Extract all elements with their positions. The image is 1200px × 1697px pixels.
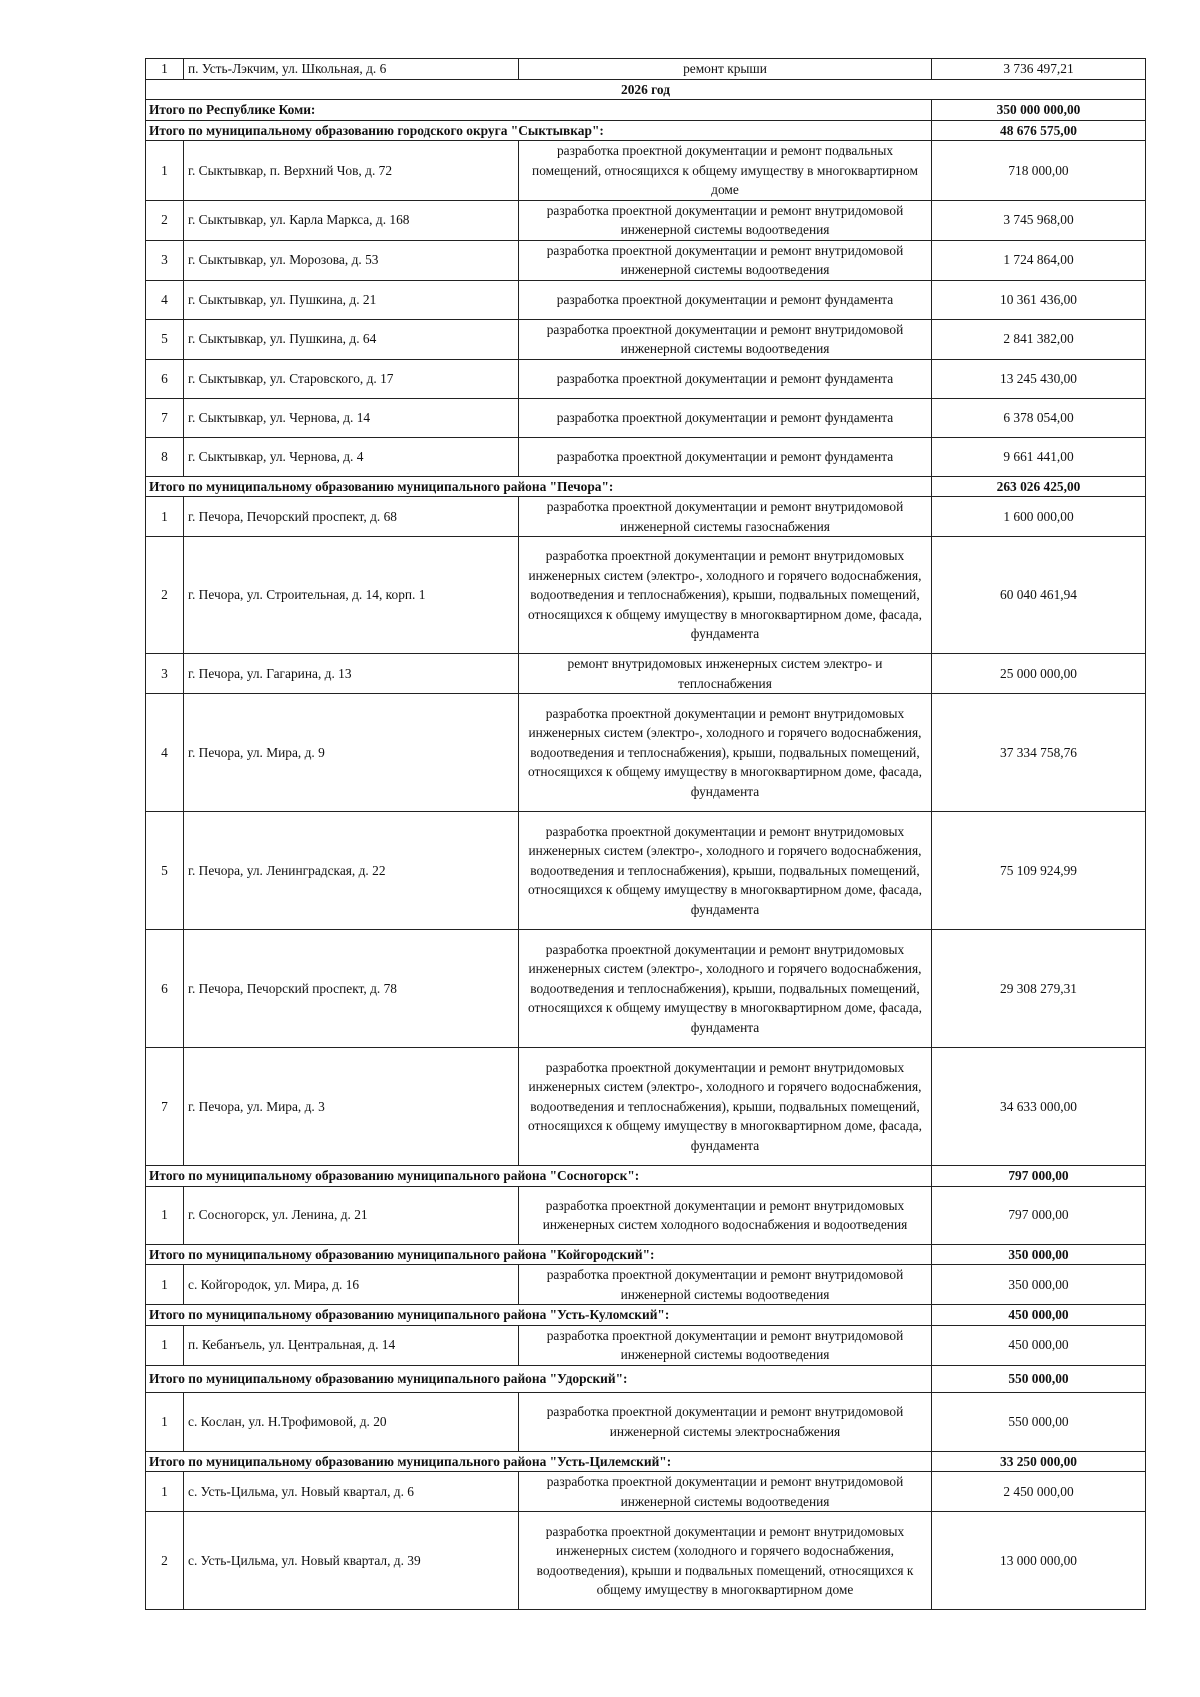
row-work: разработка проектной документации и ремонт внутридомовых инженерных систем (электро-, холодного и горячего водоснабжения, водоотведения и теплоснабжения), крыши, подвальных помещений, относящихся к общему имуществу в многоквартирном доме, фасада, фундамента	[519, 812, 932, 930]
table-row	[146, 1048, 1146, 1166]
group-total-amount: 550 000,00	[932, 1365, 1146, 1392]
table-row	[146, 1512, 1146, 1610]
row-amount: 1 600 000,00	[932, 497, 1146, 537]
table-row	[146, 280, 1146, 319]
row-number: 1	[146, 1265, 184, 1305]
row-address: г. Сыктывкар, ул. Пушкина, д. 64	[184, 319, 519, 359]
year-label: 2026 год	[146, 79, 1146, 100]
group-total-label: Итого по муниципальному образованию муниципального района "Сосногорск":	[146, 1166, 932, 1187]
row-work: разработка проектной документации и ремонт внутридомовых инженерных систем (холодного и горячего водоснабжения, водоотведения), крыши и подвальных помещений, относящихся к общему имуществу в многоквартирном доме	[519, 1512, 932, 1610]
row-amount: 3 745 968,00	[932, 200, 1146, 240]
row-number: 3	[146, 240, 184, 280]
row-number: 7	[146, 1048, 184, 1166]
row-number: 1	[146, 1325, 184, 1365]
row-work: разработка проектной документации и ремонт внутридомовых инженерных систем (электро-, холодного и горячего водоснабжения, водоотведения и теплоснабжения), крыши, подвальных помещений, относящихся к общему имуществу в многоквартирном доме, фасада, фундамента	[519, 930, 932, 1048]
group-total-label: Итого по муниципальному образованию муниципального района "Удорский":	[146, 1365, 932, 1392]
row-number: 1	[146, 1186, 184, 1244]
row-work: разработка проектной документации и ремонт внутридомовых инженерных систем холодного водоснабжения и водоотведения	[519, 1186, 932, 1244]
row-address: г. Сосногорск, ул. Ленина, д. 21	[184, 1186, 519, 1244]
group-total-amount: 263 026 425,00	[932, 476, 1146, 497]
group-total-amount: 48 676 575,00	[932, 120, 1146, 141]
row-address: с. Койгородок, ул. Мира, д. 16	[184, 1265, 519, 1305]
row-number: 1	[146, 59, 184, 80]
row-amount: 1 724 864,00	[932, 240, 1146, 280]
row-amount: 718 000,00	[932, 141, 1146, 201]
row-amount: 29 308 279,31	[932, 930, 1146, 1048]
row-work: разработка проектной документации и ремонт внутридомовых инженерных систем (электро-, холодного и горячего водоснабжения, водоотведения и теплоснабжения), крыши, подвальных помещений, относящихся к общему имуществу в многоквартирном доме, фасада, фундамента	[519, 694, 932, 812]
table-row	[146, 1265, 1146, 1305]
row-work: разработка проектной документации и ремонт внутридомовых инженерных систем (электро-, холодного и горячего водоснабжения, водоотведения и теплоснабжения), крыши, подвальных помещений, относящихся к общему имуществу в многоквартирном доме, фасада, фундамента	[519, 1048, 932, 1166]
group-total-label: Итого по муниципальному образованию муниципального района "Печора":	[146, 476, 932, 497]
group-total-row	[146, 1244, 1146, 1265]
group-total-amount: 33 250 000,00	[932, 1451, 1146, 1472]
row-work: разработка проектной документации и ремонт внутридомовой инженерной системы водоотведения	[519, 1265, 932, 1305]
row-address: г. Печора, Печорский проспект, д. 68	[184, 497, 519, 537]
row-amount: 2 841 382,00	[932, 319, 1146, 359]
group-total-row	[146, 1166, 1146, 1187]
group-total-amount: 797 000,00	[932, 1166, 1146, 1187]
row-amount: 25 000 000,00	[932, 654, 1146, 694]
row-number: 4	[146, 280, 184, 319]
repair-program-table	[145, 58, 1146, 1610]
year-header-row	[146, 79, 1146, 100]
row-number: 8	[146, 437, 184, 476]
group-total-row	[146, 120, 1146, 141]
table-row	[146, 537, 1146, 654]
row-work: разработка проектной документации и ремонт внутридомовой инженерной системы электроснабжения	[519, 1392, 932, 1451]
row-address: г. Сыктывкар, ул. Чернова, д. 14	[184, 398, 519, 437]
row-number: 5	[146, 812, 184, 930]
row-address: г. Печора, Печорский проспект, д. 78	[184, 930, 519, 1048]
capital-repair-table-page	[145, 58, 1145, 1610]
group-total-label: Итого по муниципальному образованию муниципального района "Усть-Куломский":	[146, 1305, 932, 1326]
row-address: г. Печора, ул. Мира, д. 3	[184, 1048, 519, 1166]
table-row	[146, 1186, 1146, 1244]
row-work: разработка проектной документации и ремонт внутридомовых инженерных систем (электро-, холодного и горячего водоснабжения, водоотведения и теплоснабжения), крыши, подвальных помещений, относящихся к общему имуществу в многоквартирном доме, фасада, фундамента	[519, 537, 932, 654]
group-total-label: Итого по муниципальному образованию муниципального района "Койгородский":	[146, 1244, 932, 1265]
row-number: 1	[146, 1472, 184, 1512]
row-address: г. Сыктывкар, ул. Чернова, д. 4	[184, 437, 519, 476]
table-row	[146, 200, 1146, 240]
table-row	[146, 59, 1146, 80]
republic-total-label: Итого по Республике Коми:	[146, 100, 932, 121]
row-amount: 550 000,00	[932, 1392, 1146, 1451]
row-number: 2	[146, 200, 184, 240]
row-work: разработка проектной документации и ремонт фундамента	[519, 359, 932, 398]
row-amount: 37 334 758,76	[932, 694, 1146, 812]
row-work: разработка проектной документации и ремонт подвальных помещений, относящихся к общему имуществу в многоквартирном доме	[519, 141, 932, 201]
row-amount: 60 040 461,94	[932, 537, 1146, 654]
table-row	[146, 1392, 1146, 1451]
row-amount: 2 450 000,00	[932, 1472, 1146, 1512]
row-address: г. Сыктывкар, ул. Карла Маркса, д. 168	[184, 200, 519, 240]
table-row	[146, 654, 1146, 694]
group-total-amount: 350 000,00	[932, 1244, 1146, 1265]
table-row	[146, 497, 1146, 537]
row-number: 3	[146, 654, 184, 694]
row-address: г. Сыктывкар, п. Верхний Чов, д. 72	[184, 141, 519, 201]
row-address: г. Печора, ул. Строительная, д. 14, корп. 1	[184, 537, 519, 654]
row-amount: 13 245 430,00	[932, 359, 1146, 398]
row-number: 2	[146, 537, 184, 654]
table-row	[146, 319, 1146, 359]
table-row	[146, 398, 1146, 437]
row-number: 1	[146, 497, 184, 537]
row-work: разработка проектной документации и ремонт внутридомовой инженерной системы газоснабжения	[519, 497, 932, 537]
row-work: разработка проектной документации и ремонт внутридомовой инженерной системы водоотведения	[519, 1325, 932, 1365]
row-address: г. Печора, ул. Ленинградская, д. 22	[184, 812, 519, 930]
table-row	[146, 240, 1146, 280]
table-row	[146, 694, 1146, 812]
table-row	[146, 1472, 1146, 1512]
republic-total-amount: 350 000 000,00	[932, 100, 1146, 121]
group-total-label: Итого по муниципальному образованию муниципального района "Усть-Цилемский":	[146, 1451, 932, 1472]
row-number: 4	[146, 694, 184, 812]
table-row	[146, 141, 1146, 201]
row-address: с. Кослан, ул. Н.Трофимовой, д. 20	[184, 1392, 519, 1451]
row-address: г. Сыктывкар, ул. Морозова, д. 53	[184, 240, 519, 280]
group-total-row	[146, 1365, 1146, 1392]
row-address: п. Кебанъель, ул. Центральная, д. 14	[184, 1325, 519, 1365]
row-work: разработка проектной документации и ремонт фундамента	[519, 280, 932, 319]
group-total-amount: 450 000,00	[932, 1305, 1146, 1326]
group-total-label: Итого по муниципальному образованию городского округа "Сыктывкар":	[146, 120, 932, 141]
table-row	[146, 930, 1146, 1048]
row-number: 6	[146, 930, 184, 1048]
row-work: разработка проектной документации и ремонт фундамента	[519, 437, 932, 476]
table-row	[146, 1325, 1146, 1365]
group-total-row	[146, 1451, 1146, 1472]
row-amount: 797 000,00	[932, 1186, 1146, 1244]
row-number: 1	[146, 1392, 184, 1451]
table-row	[146, 359, 1146, 398]
row-work: разработка проектной документации и ремонт внутридомовой инженерной системы водоотведения	[519, 1472, 932, 1512]
row-amount: 34 633 000,00	[932, 1048, 1146, 1166]
row-number: 6	[146, 359, 184, 398]
row-amount: 13 000 000,00	[932, 1512, 1146, 1610]
row-work: ремонт крыши	[519, 59, 932, 80]
row-address: г. Сыктывкар, ул. Старовского, д. 17	[184, 359, 519, 398]
group-total-row	[146, 476, 1146, 497]
row-amount: 9 661 441,00	[932, 437, 1146, 476]
row-amount: 75 109 924,99	[932, 812, 1146, 930]
table-row	[146, 812, 1146, 930]
row-address: с. Усть-Цильма, ул. Новый квартал, д. 39	[184, 1512, 519, 1610]
row-address: г. Печора, ул. Гагарина, д. 13	[184, 654, 519, 694]
row-work: разработка проектной документации и ремонт внутридомовой инженерной системы водоотведения	[519, 319, 932, 359]
row-number: 2	[146, 1512, 184, 1610]
row-address: г. Сыктывкар, ул. Пушкина, д. 21	[184, 280, 519, 319]
table-row	[146, 437, 1146, 476]
row-address: г. Печора, ул. Мира, д. 9	[184, 694, 519, 812]
row-number: 7	[146, 398, 184, 437]
row-work: ремонт внутридомовых инженерных систем электро- и теплоснабжения	[519, 654, 932, 694]
row-number: 1	[146, 141, 184, 201]
row-address: п. Усть-Лэкчим, ул. Школьная, д. 6	[184, 59, 519, 80]
row-amount: 10 361 436,00	[932, 280, 1146, 319]
republic-total-row	[146, 100, 1146, 121]
row-work: разработка проектной документации и ремонт фундамента	[519, 398, 932, 437]
row-number: 5	[146, 319, 184, 359]
row-amount: 350 000,00	[932, 1265, 1146, 1305]
row-work: разработка проектной документации и ремонт внутридомовой инженерной системы водоотведения	[519, 200, 932, 240]
row-work: разработка проектной документации и ремонт внутридомовой инженерной системы водоотведения	[519, 240, 932, 280]
row-address: с. Усть-Цильма, ул. Новый квартал, д. 6	[184, 1472, 519, 1512]
row-amount: 3 736 497,21	[932, 59, 1146, 80]
row-amount: 6 378 054,00	[932, 398, 1146, 437]
group-total-row	[146, 1305, 1146, 1326]
row-amount: 450 000,00	[932, 1325, 1146, 1365]
